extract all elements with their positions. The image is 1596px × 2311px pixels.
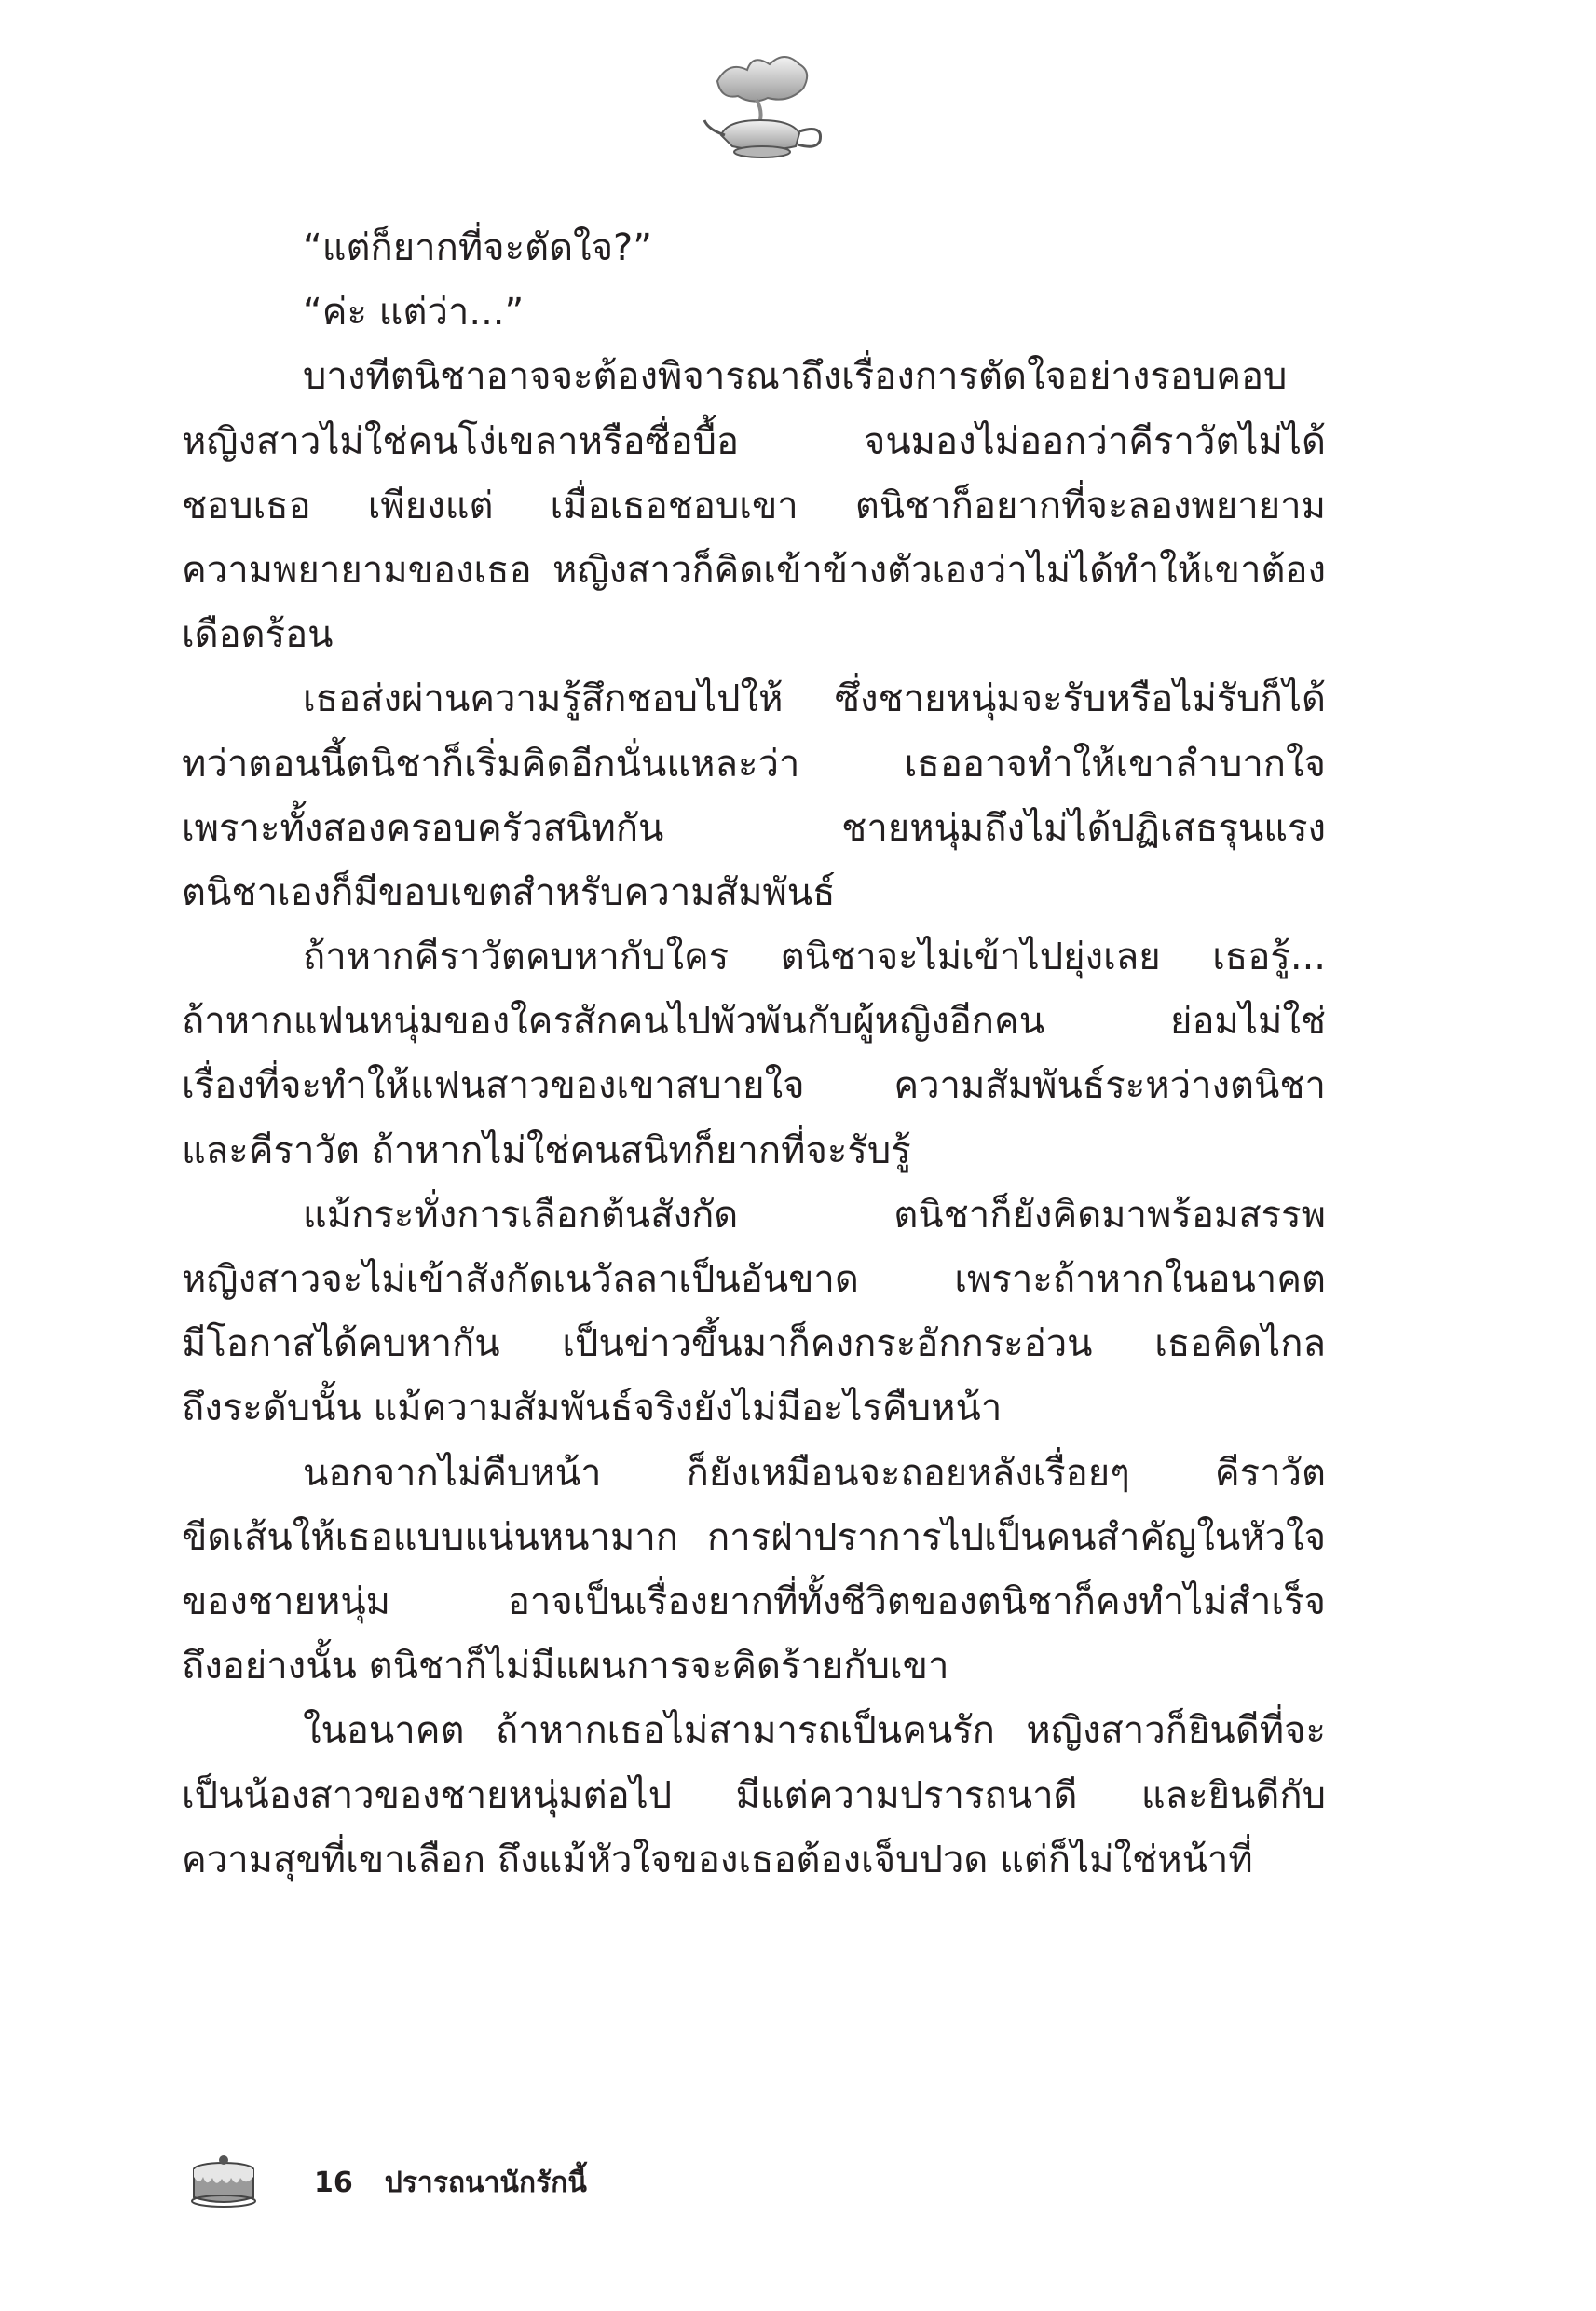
text-line: เพราะทั้งสองครอบครัวสนิทกัน ชายหนุ่มถึงไม่ได้ปฏิเสธรุนแรง — [182, 806, 1326, 850]
paragraph — [182, 1183, 1326, 1442]
text-line: เรื่องที่จะทำให้แฟนสาวของเขาสบายใจ ความสัมพันธ์ระหว่างตนิชา — [182, 1064, 1326, 1108]
text-line: เธอส่งผ่านความรู้สึกชอบไปให้ ซึ่งชายหนุ่มจะรับหรือไม่รับก็ได้ — [303, 677, 1326, 721]
text-line: ถ้าหากคีราวัตคบหากับใคร ตนิชาจะไม่เข้าไปยุ่งเลย เธอรู้... — [303, 936, 1326, 979]
body-text — [182, 216, 1326, 1893]
text-line: ถ้าหากแฟนหนุ่มของใครสักคนไปพัวพันกับผู้หญิงอีกคน ย่อมไม่ใช่ — [182, 1000, 1326, 1044]
paragraph — [182, 925, 1326, 1183]
text-line: “ค่ะ แต่ว่า...” — [303, 291, 525, 335]
text-line: เดือดร้อน — [182, 613, 334, 657]
paragraph — [182, 345, 1326, 667]
text-line: “แต่ก็ยากที่จะตัดใจ?” — [303, 226, 652, 269]
text-line: แม้กระทั่งการเลือกต้นสังกัด ตนิชาก็ยังคิดมาพร้อมสรรพ — [303, 1193, 1326, 1237]
text-line: ถึงอย่างนั้น ตนิชาก็ไม่มีแผนการจะคิดร้ายกับเขา — [182, 1645, 949, 1689]
text-line: ขีดเส้นให้เธอแบบแน่นหนามาก การฝ่าปราการไปเป็นคนสำคัญในหัวใจ — [182, 1515, 1326, 1559]
text-line: เป็นน้องสาวของชายหนุ่มต่อไป มีแต่ความปรารถนาดี และยินดีกับ — [182, 1773, 1326, 1817]
text-line: ความพยายามของเธอ หญิงสาวก็คิดเข้าข้างตัวเองว่าไม่ได้ทำให้เขาต้อง — [182, 548, 1326, 592]
genie-lamp-icon — [699, 51, 829, 163]
text-line: ถึงระดับนั้น แม้ความสัมพันธ์จริงยังไม่มีอะไรคืบหน้า — [182, 1387, 1003, 1430]
text-line: หญิงสาวจะไม่เข้าสังกัดเนวัลลาเป็นอันขาด เพราะถ้าหากในอนาคต — [182, 1258, 1326, 1301]
text-line: ในอนาคต ถ้าหากเธอไม่สามารถเป็นคนรัก หญิงสาวก็ยินดีที่จะ — [303, 1709, 1326, 1753]
text-line: และคีราวัต ถ้าหากไม่ใช่คนสนิทก็ยากที่จะรับรู้ — [182, 1128, 911, 1172]
text-line: ของชายหนุ่ม อาจเป็นเรื่องยากที่ทั้งชีวิตของตนิชาก็คงทำไม่สำเร็จ — [182, 1579, 1326, 1623]
text-line: ความสุขที่เขาเลือก ถึงแม้หัวใจของเธอต้องเจ็บปวด แต่ก็ไม่ใช่หน้าที่ — [182, 1838, 1253, 1881]
text-line: บางทีตนิชาอาจจะต้องพิจารณาถึงเรื่องการตัดใจอย่างรอบคอบ — [303, 355, 1288, 399]
paragraph — [182, 667, 1326, 925]
text-line: มีโอกาสได้คบหากัน เป็นข่าวขึ้นมาก็คงกระอักกระอ่วน เธอคิดไกล — [182, 1322, 1326, 1366]
paragraph — [182, 1699, 1326, 1893]
paragraph — [182, 216, 1326, 280]
page-number: 16 — [314, 2166, 353, 2199]
page-footer — [186, 2154, 587, 2210]
book-title: ปรารถนานักรักนี้ — [384, 2166, 587, 2199]
text-line: ชอบเธอ เพียงแต่ เมื่อเธอชอบเขา ตนิชาก็อยากที่จะลองพยายาม — [182, 484, 1326, 527]
paragraph — [182, 280, 1326, 345]
text-line: ตนิชาเองก็มีขอบเขตสำหรับความสัมพันธ์ — [182, 870, 836, 914]
text-line: นอกจากไม่คืบหน้า ก็ยังเหมือนจะถอยหลังเรื่อยๆ คีราวัต — [303, 1451, 1326, 1495]
text-line: หญิงสาวไม่ใช่คนโง่เขลาหรือซื่อบื้อ จนมองไม่ออกว่าคีราวัตไม่ได้ — [182, 419, 1326, 463]
paragraph — [182, 1442, 1326, 1700]
text-line: ทว่าตอนนี้ตนิชาก็เริ่มคิดอีกนั่นแหละว่า เธออาจทำให้เขาลำบากใจ — [182, 742, 1326, 786]
cake-icon — [186, 2154, 261, 2210]
